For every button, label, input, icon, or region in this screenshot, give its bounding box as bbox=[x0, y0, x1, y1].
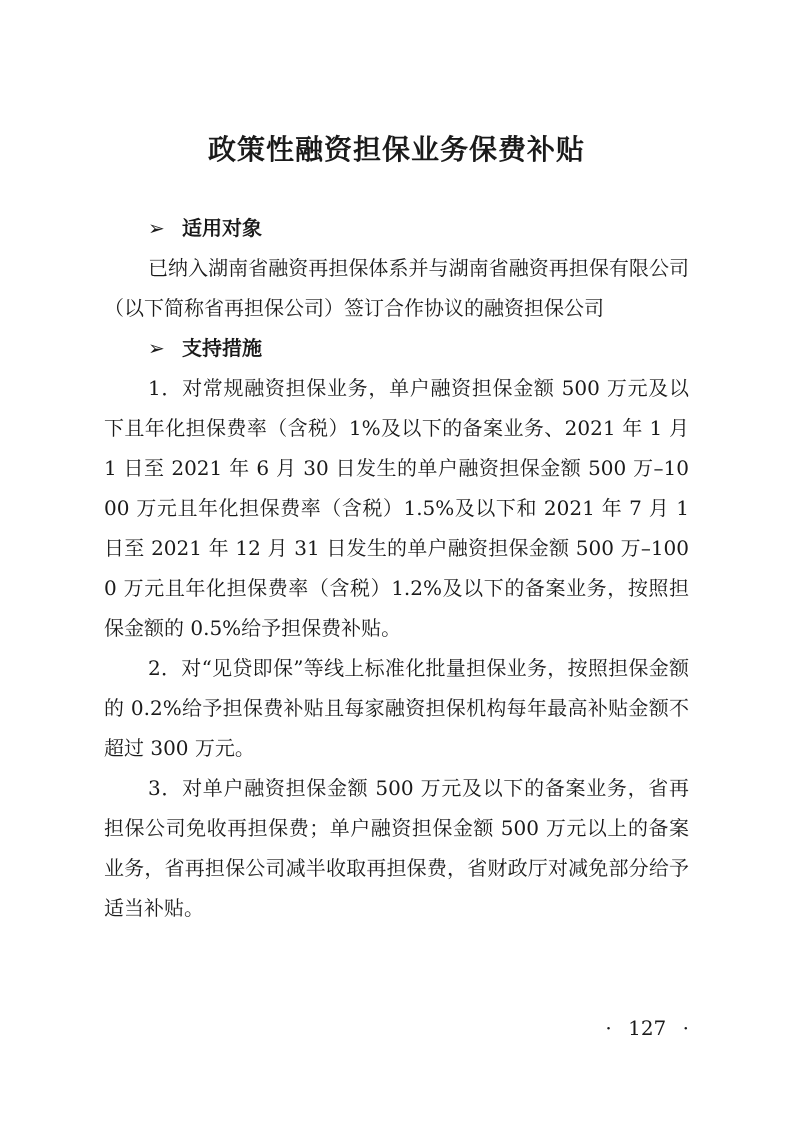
paragraph-measure-1: 1．对常规融资担保业务，单户融资担保金额 500 万元及以下且年化担保费率（含税）1%及以下的备案业务、2021 年 1 月 1 日至 2021 年 6 月 30 日发生的单户融资担保金额 500 万–1000 万元且年化担保费率（含税）1.5%及以下和 2021 年 7 月 1 日至 2021 年 12 月 31 日发生的单户融资担保金额 500 万–1000 万元且年化担保费率（含税）1.2%及以下的备案业务，按照担保金额的 0.5%给予担保费补贴。 bbox=[104, 376, 689, 640]
page-title: 政策性融资担保业务保费补贴 bbox=[207, 133, 585, 166]
document-body bbox=[104, 208, 689, 928]
section-heading-applicable bbox=[104, 208, 689, 248]
page-number: · 127 · bbox=[605, 1016, 689, 1040]
paragraph-applicable-target: 已纳入湖南省融资再担保体系并与湖南省融资再担保有限公司（以下简称省再担保公司）签订合作协议的融资担保公司 bbox=[104, 256, 689, 320]
arrow-bullet-icon: ➢ bbox=[148, 216, 165, 240]
section-heading-label: 支持措施 bbox=[182, 336, 262, 360]
paragraph-measure-3: 3．对单户融资担保金额 500 万元及以下的备案业务，省再担保公司免收再担保费；单户融资担保金额 500 万元以上的备案业务，省再担保公司减半收取再担保费，省财政厅对减免部分给予适当补贴。 bbox=[104, 776, 689, 920]
section-heading-support bbox=[104, 328, 689, 368]
paragraph-measure-2: 2．对“见贷即保”等线上标准化批量担保业务，按照担保金额的 0.2%给予担保费补贴且每家融资担保机构每年最高补贴金额不超过 300 万元。 bbox=[104, 656, 689, 760]
section-heading-label: 适用对象 bbox=[182, 216, 262, 240]
arrow-bullet-icon: ➢ bbox=[148, 336, 165, 360]
